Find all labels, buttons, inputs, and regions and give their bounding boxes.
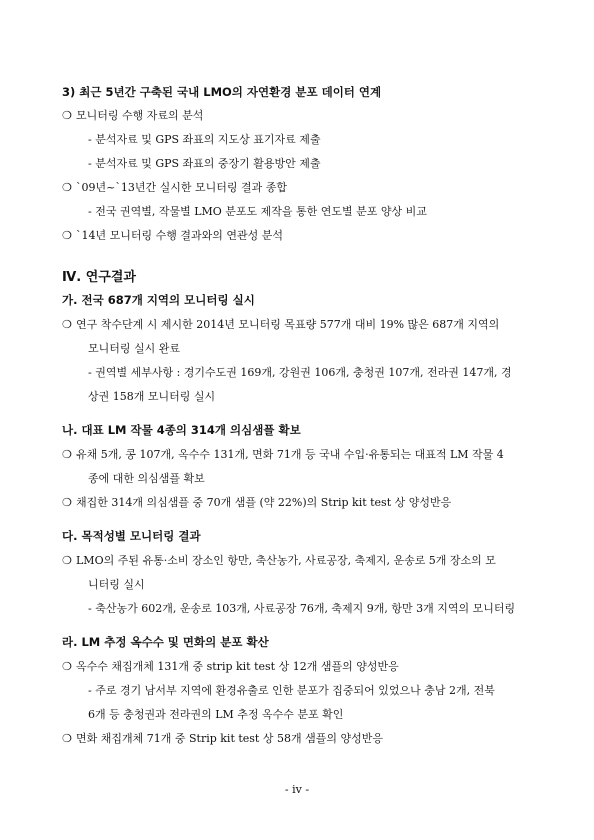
circle-bullet-icon: ❍ bbox=[62, 554, 72, 567]
list-item: - 주로 경기 남서부 지역에 환경유출로 인한 분포가 집중되어 있었으나 충남 2개, 전북 bbox=[88, 684, 495, 697]
subsection-ga-heading: 가. 전국 687개 지역의 모니터링 실시 bbox=[62, 293, 255, 307]
list-item: ❍ 유채 5개, 콩 107개, 옥수수 131개, 면화 71개 등 국내 수입·유통되는 대표적 LM 작물 4 bbox=[62, 448, 504, 461]
list-item: ❍ 옥수수 채집개체 131개 중 strip kit test 상 12개 샘플의 양성반응 bbox=[62, 660, 399, 673]
circle-bullet-icon: ❍ bbox=[62, 181, 72, 194]
list-item-continuation: 니터링 실시 bbox=[88, 578, 145, 591]
circle-bullet-icon: ❍ bbox=[62, 229, 72, 242]
list-item: - 분석자료 및 GPS 좌표의 중장기 활용방안 제출 bbox=[88, 157, 321, 170]
list-item: - 축산농가 602개, 운송로 103개, 사료공장 76개, 축제지 9개, 항만 3개 지역의 모니터링 bbox=[88, 602, 516, 615]
list-item: ❍ `09년~`13년간 실시한 모니터링 결과 종합 bbox=[62, 181, 287, 194]
list-item-continuation: 상권 158개 모니터링 실시 bbox=[88, 390, 216, 403]
list-item-continuation: 종에 대한 의심샘플 확보 bbox=[88, 472, 205, 485]
list-item: ❍ 연구 착수단계 시 제시한 2014년 모니터링 목표량 577개 대비 19% 많은 687개 지역의 bbox=[62, 318, 500, 331]
subsection-da-heading: 다. 목적성별 모니터링 결과 bbox=[62, 529, 201, 543]
circle-bullet-icon: ❍ bbox=[62, 732, 72, 745]
list-item-continuation: 6개 등 충청권과 전라권의 LM 추정 옥수수 분포 확인 bbox=[88, 708, 344, 721]
list-item-continuation: 모니터링 실시 완료 bbox=[88, 342, 181, 355]
list-item: ❍ 모니터링 수행 자료의 분석 bbox=[62, 109, 204, 122]
subsection-ra-heading: 라. LM 추정 옥수수 및 면화의 분포 확산 bbox=[62, 635, 269, 649]
page-number: - iv - bbox=[284, 783, 310, 796]
list-item: - 전국 권역별, 작물별 LMO 분포도 제작을 통한 연도별 분포 양상 비교 bbox=[88, 205, 427, 218]
list-item: ❍ LMO의 주된 유통·소비 장소인 항만, 축산농가, 사료공장, 축제지, 운송로 5개 장소의 모 bbox=[62, 554, 496, 567]
list-item: ❍ `14년 모니터링 수행 결과와의 연관성 분석 bbox=[62, 229, 283, 242]
list-item: ❍ 채집한 314개 의심샘플 중 70개 샘플 (약 22%)의 Strip kit test 상 양성반응 bbox=[62, 496, 452, 509]
list-item: - 권역별 세부사항 : 경기수도권 169개, 강원권 106개, 충청권 107개, 전라권 147개, 경 bbox=[88, 366, 512, 379]
circle-bullet-icon: ❍ bbox=[62, 496, 72, 509]
circle-bullet-icon: ❍ bbox=[62, 448, 72, 461]
list-item: ❍ 면화 채집개체 71개 중 Strip kit test 상 58개 샘플의 양성반응 bbox=[62, 732, 383, 745]
section3-heading: 3) 최근 5년간 구축된 국내 LMO의 자연환경 분포 데이터 연계 bbox=[62, 85, 382, 99]
subsection-na-heading: 나. 대표 LM 작물 4종의 314개 의심샘플 확보 bbox=[62, 423, 301, 437]
circle-bullet-icon: ❍ bbox=[62, 318, 72, 331]
section4-heading: Ⅳ. 연구결과 bbox=[62, 270, 136, 285]
list-item: - 분석자료 및 GPS 좌표의 지도상 표기자료 제출 bbox=[88, 133, 321, 146]
circle-bullet-icon: ❍ bbox=[62, 660, 72, 673]
circle-bullet-icon: ❍ bbox=[62, 109, 72, 122]
